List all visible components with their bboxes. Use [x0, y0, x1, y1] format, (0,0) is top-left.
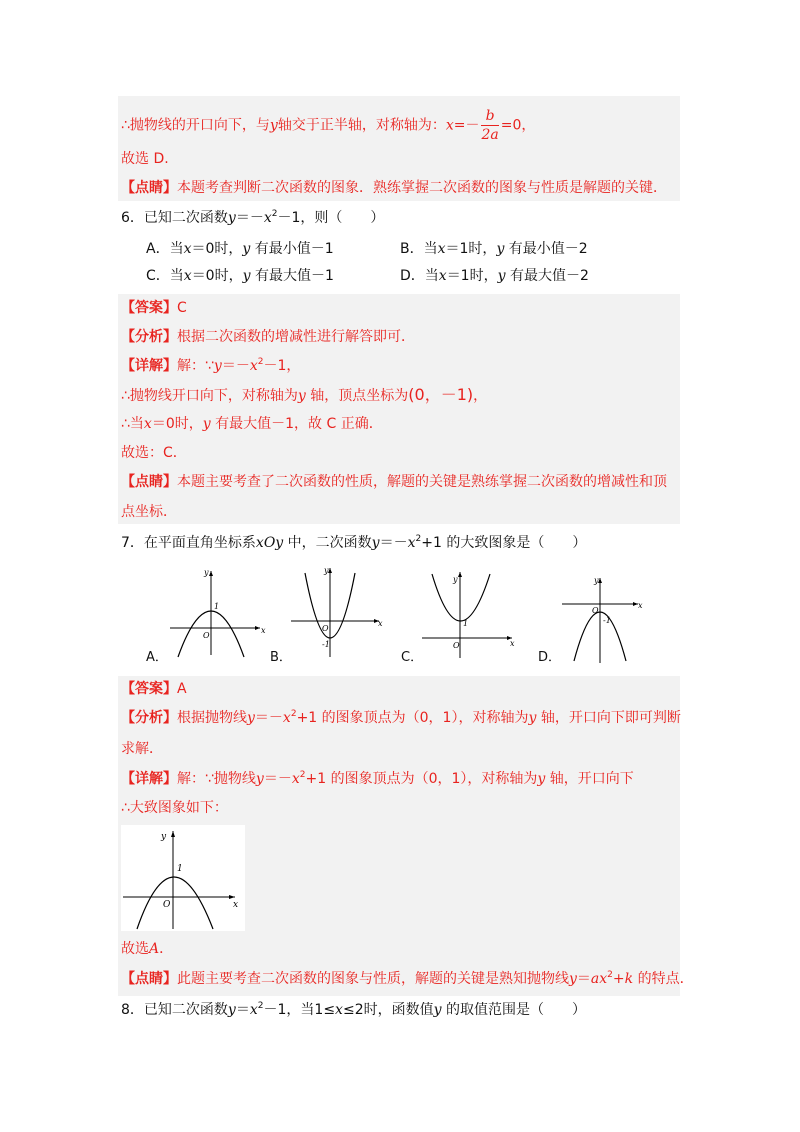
- q6-option-a: A．当x＝0时，y 有最小值－1: [146, 241, 334, 257]
- svg-text:x: x: [510, 639, 515, 648]
- q6-option-b: B．当x＝1时，y 有最小值－2: [400, 241, 588, 257]
- svg-text:x: x: [261, 626, 266, 635]
- svg-text:-1: -1: [322, 640, 330, 649]
- option-a-label: A．: [146, 650, 168, 665]
- q7-analysis-line2: 求解．: [121, 741, 163, 757]
- comment-line-1: 【点睛】本题考查判断二次函数的图象．熟练掌握二次函数的图象与性质是解题的关键．: [121, 180, 667, 196]
- svg-text:1: 1: [214, 602, 220, 611]
- q7-stem: 7．在平面直角坐标系xOy 中，二次函数$y=-x^2+1$ 的大致图象是（ ）: [121, 534, 587, 551]
- q6-stem: 6．已知二次函数$y=-x^2-1$，则（ ）: [121, 209, 385, 226]
- q7-analysis: 【分析】根据抛物线$y=-x^2+1$ 的图象顶点为（0，1），对称轴为y 轴，开口向下即可判断: [121, 709, 681, 726]
- svg-text:y: y: [453, 575, 458, 584]
- svg-text:O: O: [322, 624, 329, 633]
- q7-choose: 故选A．: [121, 941, 174, 957]
- q6-detail-line3: ∴当x＝0时，y 有最大值－1，故 C 正确．: [121, 416, 383, 432]
- graph-option-a: [168, 565, 268, 660]
- q6-detail-line2: ∴抛物线开口向下，对称轴为y 轴，顶点坐标为(0，－1)，: [121, 385, 488, 404]
- option-d-label: D．: [538, 650, 562, 665]
- choose-d-line: 故选 D.: [121, 151, 169, 167]
- axis-fraction: $\frac{b}{2a}$: [481, 108, 499, 143]
- svg-text:y: y: [594, 576, 599, 585]
- q6-detail: 【详解】解：$\because y=-x^2-1$，: [121, 357, 301, 374]
- svg-text:O: O: [453, 641, 460, 650]
- q6-comment-line2: 点坐标．: [121, 504, 177, 520]
- q7-sketch-intro: ∴大致图象如下：: [121, 800, 228, 816]
- conclusion-line: ∴抛物线的开口向下，与y轴交于正半轴，对称轴为：x=－ $\frac{b}{2a}$ =0，: [121, 108, 536, 143]
- q8-stem: 8．已知二次函数$y=x^2-1$，当1≤x≤2时，函数值y 的取值范围是（ ）: [121, 1001, 586, 1018]
- svg-text:y: y: [204, 568, 209, 577]
- option-c-label: C．: [401, 650, 424, 665]
- svg-text:1: 1: [463, 619, 469, 628]
- option-b-label: B．: [270, 650, 292, 665]
- svg-text:1: 1: [177, 864, 183, 874]
- svg-text:x: x: [233, 900, 239, 910]
- svg-text:y: y: [324, 566, 329, 575]
- graph-option-d: [560, 575, 650, 665]
- svg-text:x: x: [638, 601, 643, 610]
- q7-sketch-graph: [121, 825, 245, 931]
- q6-analysis: 【分析】根据二次函数的增减性进行解答即可．: [121, 329, 415, 345]
- q6-option-c: C．当x＝0时，y 有最大值－1: [146, 268, 334, 284]
- q7-answer: 【答案】A: [121, 681, 187, 697]
- graph-option-c: [420, 568, 520, 663]
- q6-choose: 故选：C．: [121, 445, 187, 461]
- svg-text:y: y: [161, 832, 167, 842]
- q7-comment: 【点睛】此题主要考查二次函数的图象与性质，解题的关键是熟知抛物线$y=ax^2+k$ 的特点．: [121, 970, 694, 987]
- svg-text:x: x: [378, 619, 383, 628]
- graph-option-b: [289, 565, 389, 660]
- q6-option-d: D．当x＝1时，y 有最大值－2: [400, 268, 589, 284]
- q7-detail: 【详解】解：∵抛物线$y=-x^2+1$ 的图象顶点为（0，1），对称轴为y 轴，开口向下: [121, 770, 634, 787]
- svg-text:O: O: [203, 631, 210, 640]
- svg-text:O: O: [163, 900, 171, 910]
- svg-text:O: O: [592, 606, 599, 615]
- q6-answer: 【答案】C: [121, 300, 187, 316]
- q6-comment: 【点睛】本题主要考查了二次函数的性质，解题的关键是熟练掌握二次函数的增减性和顶: [121, 474, 667, 490]
- svg-text:-1: -1: [603, 616, 611, 625]
